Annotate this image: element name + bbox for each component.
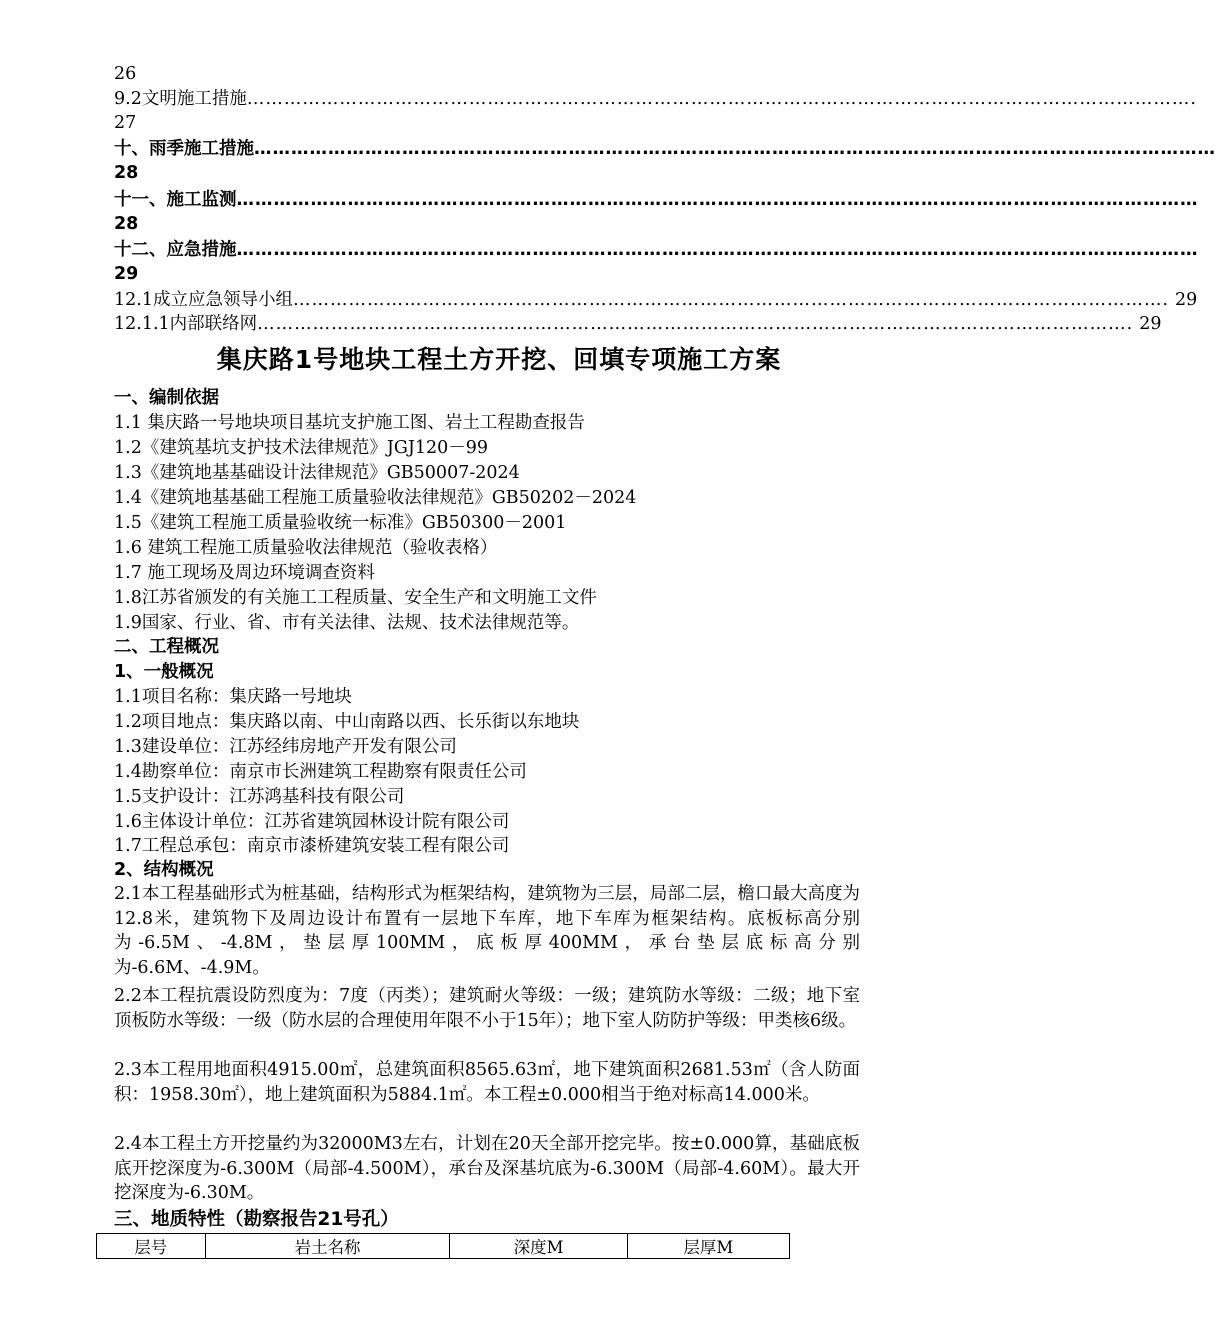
table-header-row [97, 1234, 790, 1259]
toc-entry-label: 十一、施工监测 [114, 190, 237, 210]
table-header-cell: 岩土名称 [205, 1234, 450, 1259]
toc-leader: ………………………………………………………………………………………………………………………………………… [236, 240, 1199, 260]
list-item: 1.7 施工现场及周边环境调查资料 [114, 563, 375, 583]
subsection-heading: 2、结构概况 [114, 860, 214, 880]
section-heading: 二、工程概况 [114, 637, 219, 657]
toc-entry[interactable] [114, 288, 1198, 312]
toc-entry-page: 28 [114, 214, 139, 234]
toc-entry[interactable] [114, 137, 1216, 161]
toc-entry[interactable] [114, 238, 1199, 262]
list-item: 1.1 集庆路一号地块项目基坑支护施工图、岩土工程勘查报告 [114, 413, 585, 433]
list-item: 1.9国家、行业、省、市有关法律、法规、技术法律规范等。 [114, 613, 580, 633]
toc-entry[interactable] [114, 188, 1199, 212]
section-heading: 三、地质特性（勘察报告21号孔） [114, 1209, 399, 1230]
list-item: 1.8江苏省颁发的有关施工工程质量、安全生产和文明施工文件 [114, 588, 597, 608]
paragraph: 2.4本工程土方开挖量约为32000M3左右，计划在20天全部开挖完毕。按±0.000算，基础底板底开挖深度为-6.300M（局部-4.500M），承台及深基坑底为-6.300M（局部-4.60M）。最大开挖深度为-6.30M。 [114, 1134, 860, 1204]
toc-entry-page: 29 [114, 264, 139, 284]
toc-leader: ………………………………………………………………………………………………………………………………………… [236, 190, 1199, 210]
list-item: 1.7工程总承包：南京市漆桥建筑安装工程有限公司 [114, 836, 510, 856]
list-item: 1.5《建筑工程施工质量验收统一标准》GB50300－2001 [114, 513, 567, 533]
toc-entry[interactable] [114, 312, 1162, 336]
toc-leader: ………………………………………………………………………………………………………………………………………… [254, 139, 1216, 159]
geology-table [96, 1233, 790, 1259]
list-item: 1.4勘察单位：南京市长洲建筑工程勘察有限责任公司 [114, 762, 527, 782]
list-item: 1.3建设单位：江苏经纬房地产开发有限公司 [114, 737, 457, 757]
toc-entry-page: 28 [114, 163, 139, 183]
toc-entry-page: 27 [114, 113, 137, 133]
toc-entry-page: 29 [1139, 314, 1162, 334]
list-item: 1.6 建筑工程施工质量验收法律规范（验收表格） [114, 538, 498, 558]
list-item: 1.5支护设计：江苏鸿基科技有限公司 [114, 787, 405, 807]
list-item: 1.2项目地点：集庆路以南、中山南路以西、长乐街以东地块 [114, 712, 580, 732]
toc-entry-label: 9.2文明施工措施 [114, 89, 247, 109]
document-title: 集庆路1号地块工程土方开挖、回填专项施工方案 [216, 345, 782, 374]
paragraph: 2.1本工程基础形式为桩基础，结构形式为框架结构，建筑物为三层，局部二层，檐口最大高度为12.8米，建筑物下及周边设计布置有一层地下车库，地下车库为框架结构。底板标高分别为-6.5M、-4.8M，垫层厚100MM，底板厚400MM，承台垫层底标高分别为-6.6M、-4.9M。 [114, 884, 860, 978]
toc-entry-label: 12.1.1内部联络网 [114, 314, 258, 334]
list-item: 1.2《建筑基坑支护技术法律规范》JGJ120－99 [114, 438, 489, 458]
paragraph: 2.2本工程抗震设防烈度为：7度（丙类）；建筑耐火等级：一级；建筑防水等级：二级；地下室顶板防水等级：一级（防水层的合理使用年限不小于15年）；地下室人防防护等级：甲类核6级。 [114, 986, 860, 1031]
toc-entry-label: 十、雨季施工措施 [114, 139, 254, 159]
table-header-cell: 层厚M [627, 1234, 789, 1259]
list-item: 1.3《建筑地基基础设计法律规范》GB50007-2024 [114, 463, 520, 483]
toc-page-number: 26 [114, 64, 137, 84]
toc-leader: ……………………………………………………………………………………………………………………………. [257, 314, 1134, 334]
list-item: 1.6主体设计单位：江苏省建筑园林设计院有限公司 [114, 812, 510, 832]
toc-leader: ……………………………………………………………………………………………………………………………. [292, 290, 1170, 310]
toc-entry-label: 12.1成立应急领导小组 [114, 290, 293, 310]
table-header-cell: 深度M [450, 1234, 627, 1259]
toc-entry[interactable] [114, 87, 1197, 111]
toc-entry-label: 十二、应急措施 [114, 240, 237, 260]
table-header-cell: 层号 [97, 1234, 206, 1259]
list-item: 1.1项目名称：集庆路一号地块 [114, 687, 352, 707]
subsection-heading: 1、一般概况 [114, 662, 214, 682]
toc-entry-page: 29 [1175, 290, 1198, 310]
paragraph: 2.3本工程用地面积4915.00㎡，总建筑面积8565.63㎡，地下建筑面积2681.53㎡（含人防面积：1958.30㎡），地上建筑面积为5884.1㎡。本工程±0.000相当于绝对标高14.000米。 [114, 1060, 860, 1105]
list-item: 1.4《建筑地基基础工程施工质量验收法律规范》GB50202－2024 [114, 488, 637, 508]
section-heading: 一、编制依据 [114, 388, 219, 408]
toc-leader: ………………………………………………………………………………………………………………………………………. [246, 89, 1197, 109]
